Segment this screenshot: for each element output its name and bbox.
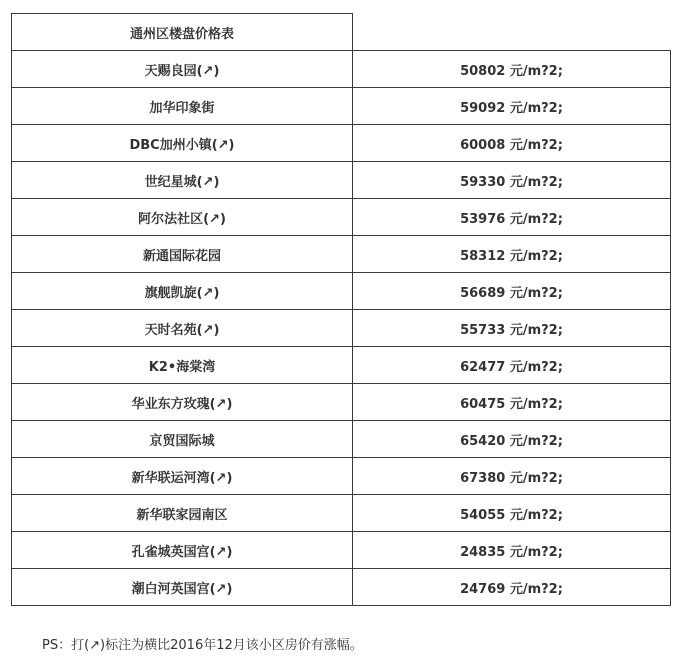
table-row [12, 532, 671, 569]
property-price: 62477 元/m?2; [353, 347, 671, 384]
property-price: 67380 元/m?2; [353, 458, 671, 495]
property-name: 新通国际花园 [12, 236, 353, 273]
property-name: 新华联家园南区 [12, 495, 353, 532]
property-name: 世纪星城(↗) [12, 162, 353, 199]
table-row [12, 273, 671, 310]
property-name: 旗舰凯旋(↗) [12, 273, 353, 310]
property-name: 孔雀城英国宫(↗) [12, 532, 353, 569]
table-row [12, 162, 671, 199]
table-row [12, 347, 671, 384]
table-row [12, 236, 671, 273]
table-title: 通州区楼盘价格表 [12, 14, 353, 51]
property-price: 56689 元/m?2; [353, 273, 671, 310]
table-row [12, 384, 671, 421]
property-price: 58312 元/m?2; [353, 236, 671, 273]
property-price: 65420 元/m?2; [353, 421, 671, 458]
property-name: 潮白河英国宫(↗) [12, 569, 353, 606]
property-name: 华业东方玫瑰(↗) [12, 384, 353, 421]
property-name: 天赐良园(↗) [12, 51, 353, 88]
property-name: 阿尔法社区(↗) [12, 199, 353, 236]
property-price: 50802 元/m?2; [353, 51, 671, 88]
table-row [12, 125, 671, 162]
table-row [12, 458, 671, 495]
property-name: 天时名苑(↗) [12, 310, 353, 347]
table-row [12, 310, 671, 347]
table-title-row [12, 14, 671, 51]
property-price: 24835 元/m?2; [353, 532, 671, 569]
price-table [11, 13, 671, 606]
property-name: DBC加州小镇(↗) [12, 125, 353, 162]
property-price: 60008 元/m?2; [353, 125, 671, 162]
property-price: 55733 元/m?2; [353, 310, 671, 347]
property-name: 加华印象街 [12, 88, 353, 125]
table-row [12, 569, 671, 606]
property-price: 54055 元/m?2; [353, 495, 671, 532]
property-price: 59330 元/m?2; [353, 162, 671, 199]
property-name: 新华联运河湾(↗) [12, 458, 353, 495]
table-row [12, 88, 671, 125]
property-price: 24769 元/m?2; [353, 569, 671, 606]
property-name: K2•海棠湾 [12, 347, 353, 384]
table-row [12, 495, 671, 532]
property-name: 京贸国际城 [12, 421, 353, 458]
price-table-body [12, 14, 671, 606]
footnote: PS：打(↗)标注为横比2016年12月该小区房价有涨幅。 [42, 638, 363, 653]
table-row [12, 421, 671, 458]
property-price: 59092 元/m?2; [353, 88, 671, 125]
property-price: 53976 元/m?2; [353, 199, 671, 236]
table-row [12, 51, 671, 88]
property-price: 60475 元/m?2; [353, 384, 671, 421]
table-title-empty-cell [353, 14, 671, 51]
table-row [12, 199, 671, 236]
